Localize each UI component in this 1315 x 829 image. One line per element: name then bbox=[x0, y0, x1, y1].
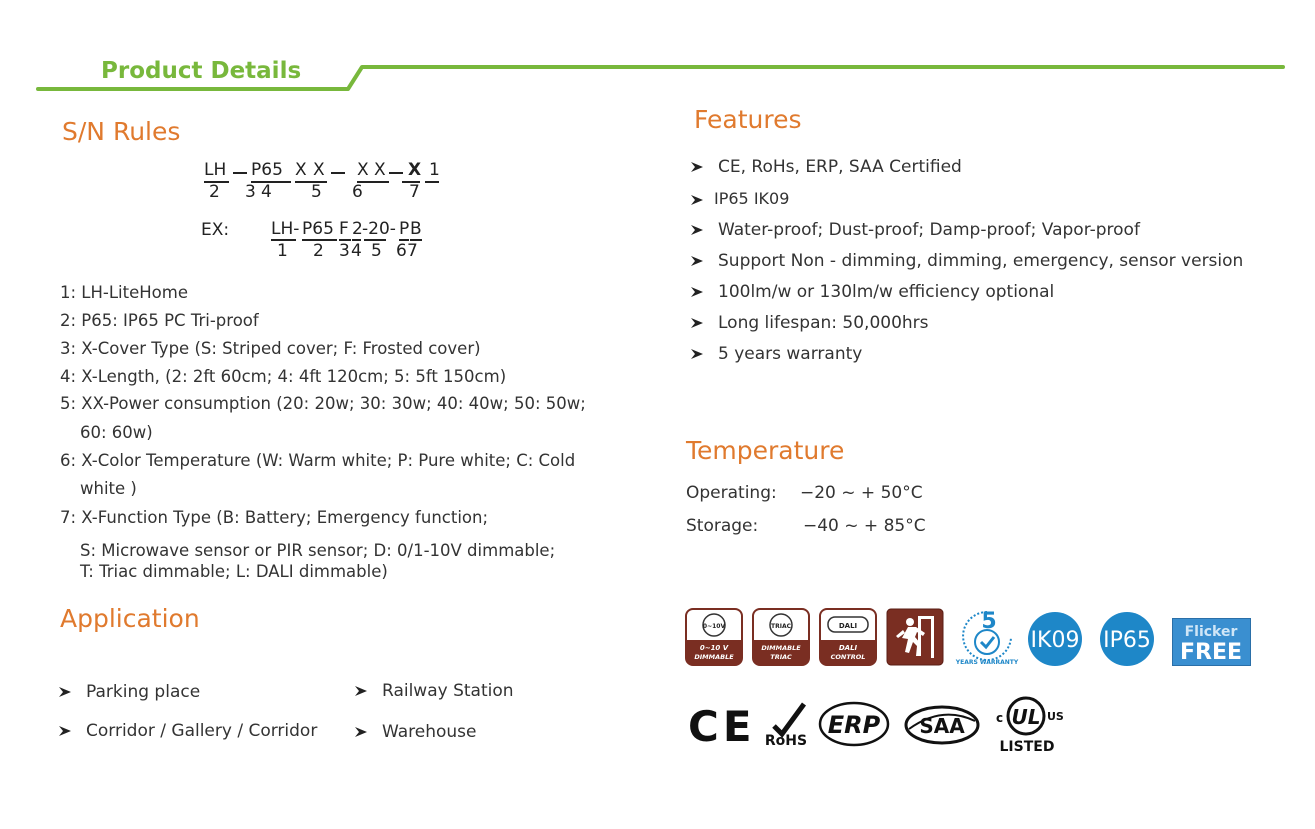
svg-text:TRIAC: TRIAC bbox=[771, 623, 791, 630]
ip65-badge bbox=[1099, 611, 1155, 667]
code-number: 4 bbox=[261, 182, 272, 202]
feature-item: IP65 IK09 bbox=[690, 189, 789, 208]
code-number: 5 bbox=[311, 182, 322, 202]
ce-logo bbox=[688, 702, 756, 751]
arrow-icon bbox=[690, 194, 704, 206]
example-number: 4 bbox=[351, 241, 362, 261]
ul-listed-logo bbox=[992, 696, 1066, 754]
rule-item: T: Triac dimmable; L: DALI dimmable) bbox=[80, 562, 388, 581]
example-seg: B bbox=[410, 219, 422, 239]
rule-item: 4: X-Length, (2: 2ft 60cm; 4: 4ft 120cm; 5: 5ft 150cm) bbox=[60, 367, 507, 386]
svg-text:0~10V: 0~10V bbox=[702, 623, 726, 630]
arrow-icon bbox=[690, 224, 704, 236]
example-seg: F bbox=[339, 219, 349, 239]
temperature-label: Operating: bbox=[686, 483, 777, 503]
svg-text:CE: CE bbox=[688, 702, 756, 751]
svg-text:SAA: SAA bbox=[919, 714, 965, 738]
svg-text:c: c bbox=[996, 711, 1004, 725]
rule-item: 2: P65: IP65 PC Tri-proof bbox=[60, 311, 259, 330]
svg-text:DALI: DALI bbox=[838, 644, 858, 652]
arrow-icon bbox=[354, 726, 368, 738]
svg-text:5: 5 bbox=[981, 609, 997, 634]
application-item: Railway Station bbox=[354, 681, 514, 701]
flicker-free-badge bbox=[1172, 618, 1251, 666]
badge-0-10v-dimmable bbox=[685, 608, 743, 666]
svg-text:DIMMABLE: DIMMABLE bbox=[694, 653, 734, 661]
code-seg: 1 bbox=[429, 160, 440, 180]
rule-item: 5: XX-Power consumption (20: 20w; 30: 30w; 40: 40w; 50: 50w; bbox=[60, 394, 586, 413]
code-number: 6 bbox=[352, 182, 363, 202]
badge-dali-control bbox=[819, 608, 877, 666]
example-seg: -20- bbox=[362, 219, 396, 239]
svg-text:DALI: DALI bbox=[838, 622, 858, 630]
features-heading: Features bbox=[694, 105, 802, 134]
example-number: 1 bbox=[277, 241, 288, 261]
example-number: 2 bbox=[313, 241, 324, 261]
svg-text:IP65: IP65 bbox=[1103, 628, 1151, 653]
example-number: 7 bbox=[407, 241, 418, 261]
svg-text:UL: UL bbox=[1011, 705, 1041, 729]
example-number: 5 bbox=[371, 241, 382, 261]
arrow-icon bbox=[690, 286, 704, 298]
saa-logo bbox=[903, 703, 981, 747]
rule-item: 60: 60w) bbox=[80, 423, 153, 442]
svg-text:FREE: FREE bbox=[1179, 640, 1243, 665]
code-number: 3 bbox=[245, 182, 256, 202]
feature-item: 5 years warranty bbox=[690, 344, 862, 364]
rohs-logo bbox=[760, 700, 812, 748]
svg-text:DIMMABLE: DIMMABLE bbox=[761, 644, 801, 652]
emergency-exit-icon bbox=[886, 608, 944, 666]
temperature-value: −40 ~ + 85°C bbox=[803, 516, 926, 536]
svg-text:ERP: ERP bbox=[827, 711, 881, 739]
application-item: Parking place bbox=[58, 682, 200, 702]
rule-item: 3: X-Cover Type (S: Striped cover; F: Frosted cover) bbox=[60, 339, 481, 358]
code-number: 7 bbox=[409, 182, 420, 202]
code-seg: X bbox=[408, 160, 422, 180]
erp-logo bbox=[818, 701, 890, 747]
arrow-icon bbox=[690, 348, 704, 360]
temperature-heading: Temperature bbox=[686, 436, 845, 465]
svg-text:TRIAC: TRIAC bbox=[770, 653, 792, 661]
svg-text:IK09: IK09 bbox=[1030, 628, 1080, 653]
code-seg: P65 bbox=[251, 160, 283, 180]
application-heading: Application bbox=[60, 604, 200, 633]
code-seg: X bbox=[313, 160, 325, 180]
example-number: 3 bbox=[339, 241, 350, 261]
header-title: Product Details bbox=[101, 58, 302, 84]
sn-rules-heading: S/N Rules bbox=[62, 117, 181, 146]
rule-item: white ) bbox=[80, 479, 137, 498]
svg-text:YEARS WARRANTY: YEARS WARRANTY bbox=[955, 659, 1019, 666]
code-seg: LH bbox=[204, 160, 227, 180]
arrow-icon bbox=[690, 161, 704, 173]
arrow-icon bbox=[58, 725, 72, 737]
feature-item: 100lm/w or 130lm/w efficiency optional bbox=[690, 282, 1054, 302]
temperature-label: Storage: bbox=[686, 516, 759, 536]
header-divider bbox=[0, 0, 1315, 100]
svg-text:LISTED: LISTED bbox=[999, 739, 1055, 755]
rule-item: S: Microwave sensor or PIR sensor; D: 0/1-10V dimmable; bbox=[80, 541, 556, 560]
feature-item: Water-proof; Dust-proof; Damp-proof; Vapor-proof bbox=[690, 220, 1140, 240]
example-seg: P bbox=[399, 219, 410, 239]
example-seg: LH- bbox=[271, 219, 300, 239]
arrow-icon bbox=[58, 686, 72, 698]
rule-item: 7: X-Function Type (B: Battery; Emergency function; bbox=[60, 508, 489, 527]
svg-text:0~10 V: 0~10 V bbox=[699, 644, 729, 652]
svg-text:RoHS: RoHS bbox=[764, 733, 808, 749]
example-seg: P65 bbox=[302, 219, 334, 239]
code-seg: X bbox=[374, 160, 386, 180]
application-item: Warehouse bbox=[354, 722, 476, 742]
feature-item: Long lifespan: 50,000hrs bbox=[690, 313, 929, 333]
warranty-5-years-icon bbox=[955, 606, 1019, 670]
example-seg: 2 bbox=[352, 219, 363, 239]
svg-text:US: US bbox=[1047, 710, 1064, 723]
feature-item: Support Non - dimming, dimming, emergency, sensor version bbox=[690, 251, 1243, 271]
code-seg: X bbox=[357, 160, 369, 180]
application-item: Corridor / Gallery / Corridor bbox=[58, 721, 317, 741]
code-seg: X bbox=[295, 160, 307, 180]
temperature-value: −20 ~ + 50°C bbox=[800, 483, 923, 503]
svg-text:Flicker: Flicker bbox=[1184, 624, 1238, 640]
arrow-icon bbox=[354, 685, 368, 697]
example-label: EX: bbox=[201, 220, 230, 240]
example-number: 6 bbox=[396, 241, 407, 261]
rule-item: 1: LH-LiteHome bbox=[60, 283, 188, 302]
rule-item: 6: X-Color Temperature (W: Warm white; P: Pure white; C: Cold bbox=[60, 451, 576, 470]
arrow-icon bbox=[690, 255, 704, 267]
svg-text:CONTROL: CONTROL bbox=[830, 653, 866, 661]
code-number: 2 bbox=[209, 182, 220, 202]
ik09-badge bbox=[1027, 611, 1083, 667]
badge-triac-dimmable bbox=[752, 608, 810, 666]
feature-item: CE, RoHs, ERP, SAA Certified bbox=[690, 157, 962, 177]
arrow-icon bbox=[690, 317, 704, 329]
